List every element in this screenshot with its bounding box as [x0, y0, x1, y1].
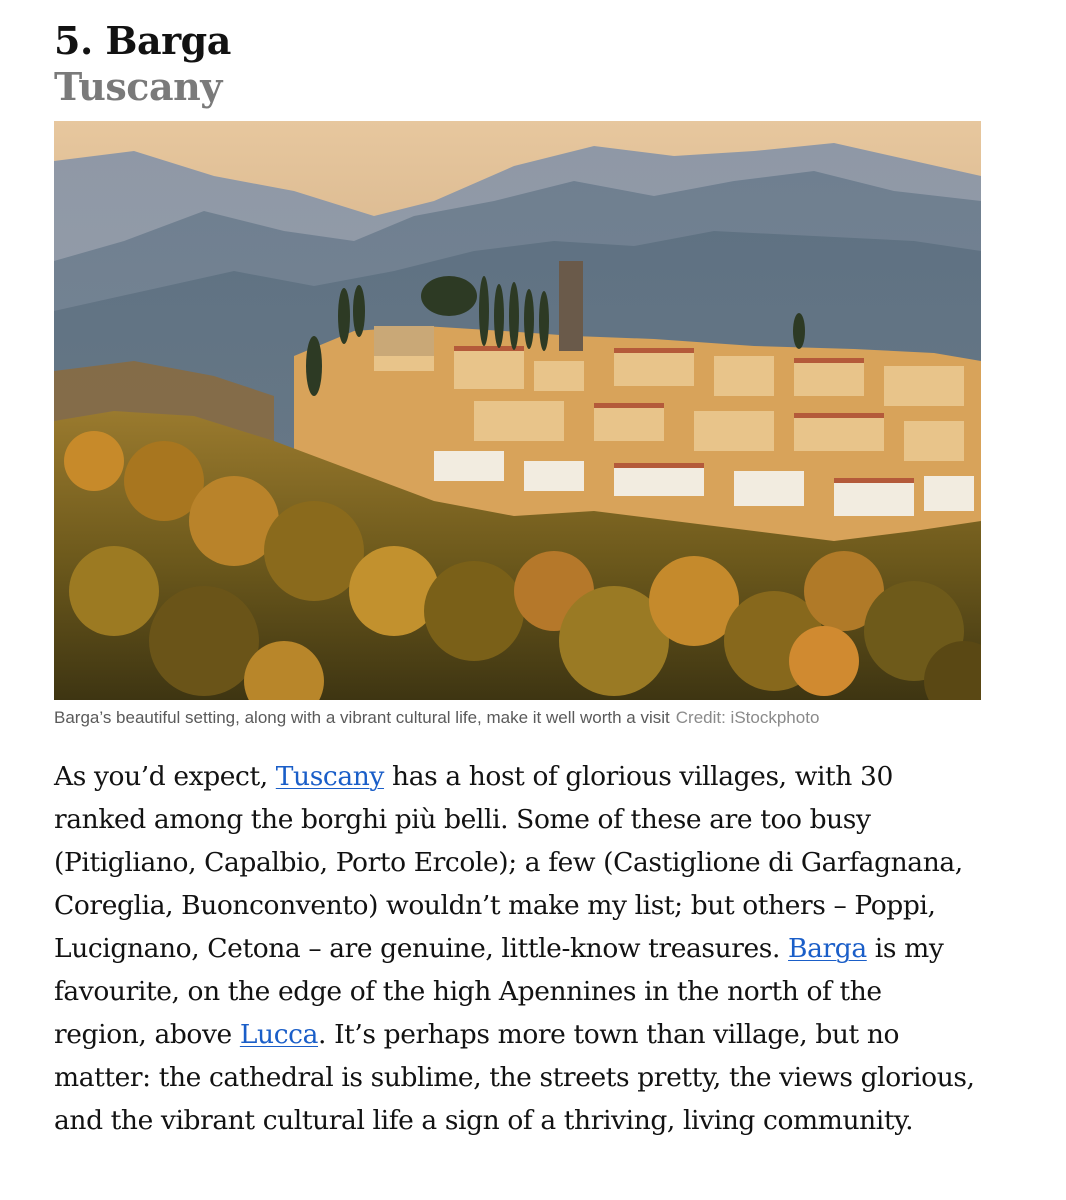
article: [54, 18, 981, 1142]
caption-text: Barga’s beautiful setting, along with a vibrant cultural life, make it well worth a visit: [54, 708, 670, 727]
article-region: Tuscany: [54, 64, 222, 109]
link-barga[interactable]: Barga: [788, 933, 867, 964]
paragraph-text-2: has a host of glorious villages, with 30 ranked among the borghi più belli. Some of these are too busy (Pitigliano, Capalbio, Porto Ercole); a few (Castiglione di Garfagnana, Coreglia, Buonconvento) wouldn’t make my list; but others – Poppi, Lucignano, Cetona – are genuine, little-know treasures.: [54, 761, 963, 964]
paragraph-text-3: is my favourite, on the edge of the high Apennines in the north of the region, above: [54, 933, 944, 1050]
link-tuscany[interactable]: Tuscany: [275, 761, 385, 792]
photo-credit: Credit: iStockphoto: [675, 708, 820, 727]
hilltop-town-photo: [54, 121, 981, 700]
link-lucca[interactable]: Lucca: [239, 1019, 319, 1050]
article-paragraph: [54, 755, 981, 1142]
figure: [54, 121, 981, 729]
paragraph-text-4: . It’s perhaps more town than village, but no matter: the cathedral is sublime, the streets pretty, the views glorious, and the vibrant cultural life a sign of a thriving, living community.: [54, 1019, 975, 1136]
article-title: 5. Barga: [54, 18, 231, 63]
figure-caption: [54, 707, 981, 729]
paragraph-text-1: As you’d expect,: [54, 761, 276, 792]
